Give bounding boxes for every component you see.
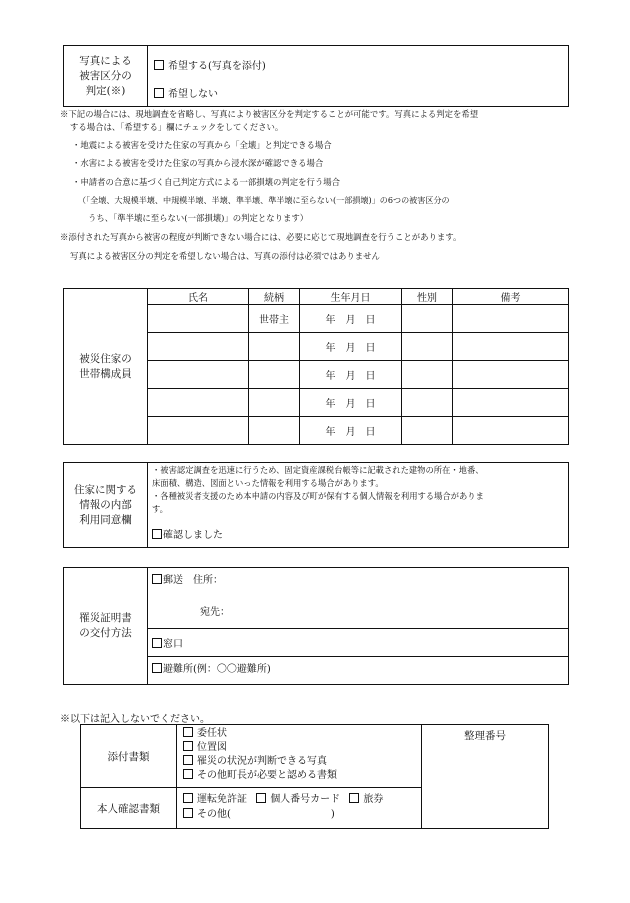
member-name-cell[interactable] — [148, 417, 249, 445]
photo-label-line-1: 写真による — [79, 54, 132, 67]
attachment-item[interactable] — [183, 769, 421, 783]
member-birthdate-cell[interactable]: 年 月 日 — [300, 333, 402, 361]
household-label-line-2: 世帯構成員 — [79, 367, 132, 380]
delivery-mail-cell — [148, 568, 569, 629]
consent-label-line-2: 情報の内部 — [79, 498, 132, 511]
member-gender-cell[interactable] — [402, 305, 453, 333]
member-name-cell[interactable] — [148, 305, 249, 333]
member-remarks-cell[interactable] — [453, 361, 569, 389]
attachment-checkbox[interactable] — [183, 741, 193, 751]
consent-confirm[interactable] — [152, 526, 568, 541]
photo-label-line-2: 被害区分の — [79, 69, 132, 82]
delivery-label-line-2: の交付方法 — [79, 627, 132, 639]
member-gender-cell[interactable] — [402, 417, 453, 445]
delivery-shelter-cell[interactable] — [148, 657, 569, 685]
photo-judgement-label — [64, 46, 148, 107]
photo-option-no-wish[interactable] — [154, 85, 568, 100]
id-doc-checkbox[interactable] — [256, 793, 266, 803]
id-doc-other-checkbox[interactable] — [183, 808, 193, 818]
note-line-1: ※下記の場合には、現地調査を省略し、写真により被害区分を判定することが可能です。写真による判定を希望 — [60, 109, 479, 119]
reference-number-label: 整理番号 — [464, 730, 506, 742]
member-gender-cell[interactable] — [402, 361, 453, 389]
note-bullet-2: ・水害による被害を受けた住家の写真から浸水深が確認できる場合 — [72, 158, 324, 168]
id-doc-label: 個人番号カード — [270, 794, 341, 805]
header-birthdate: 生年月日 — [300, 289, 402, 305]
member-birthdate-cell[interactable]: 年 月 日 — [300, 361, 402, 389]
member-remarks-cell[interactable] — [453, 417, 569, 445]
member-name-cell[interactable] — [148, 361, 249, 389]
household-label — [64, 289, 148, 445]
member-birthdate-cell[interactable]: 年 月 日 — [300, 305, 402, 333]
attachment-label: 罹災の状況が判断できる写真 — [197, 756, 327, 767]
member-relation-cell[interactable] — [249, 333, 300, 361]
header-gender: 性別 — [402, 289, 453, 305]
delivery-mail-checkbox[interactable] — [152, 574, 162, 584]
member-name-cell[interactable] — [148, 333, 249, 361]
consent-text-2: 床面積、構造、図面といった情報を利用する場合があります。 — [152, 478, 384, 488]
reference-number-cell — [422, 725, 549, 829]
consent-confirm-checkbox[interactable] — [152, 529, 162, 539]
delivery-address-label: 住所： — [193, 575, 223, 586]
member-remarks-cell[interactable] — [453, 333, 569, 361]
consent-label-line-1: 住家に関する — [74, 483, 137, 496]
member-birthdate-cell[interactable]: 年 月 日 — [300, 417, 402, 445]
attachments-list — [177, 725, 422, 788]
attachment-label: その他町長が必要と認める書類 — [197, 770, 337, 781]
id-doc-other-close: ) — [330, 809, 335, 820]
member-name-cell[interactable] — [148, 389, 249, 417]
delivery-shelter-checkbox[interactable] — [152, 663, 162, 673]
photo-no-wish-label: 希望しない — [168, 89, 218, 100]
id-doc-checkbox[interactable] — [183, 793, 193, 803]
header-name: 氏名 — [148, 289, 249, 305]
attachment-label: 委任状 — [197, 728, 227, 739]
member-gender-cell[interactable] — [402, 389, 453, 417]
household-members-table — [63, 288, 569, 445]
photo-label-line-3: 判定(※) — [85, 84, 126, 97]
member-relation-cell[interactable] — [249, 417, 300, 445]
consent-confirm-label: 確認しました — [163, 530, 223, 541]
consent-label-line-3: 利用同意欄 — [79, 513, 132, 526]
header-relation: 続柄 — [249, 289, 300, 305]
delivery-counter-label: 窓口 — [163, 639, 183, 650]
id-doc-label: 旅券 — [363, 794, 384, 805]
consent-text-3: ・各種被災者支援のため本申請の内容及び町が保有する個人情報を利用する場合がありま — [152, 491, 484, 501]
consent-text-4: す。 — [152, 504, 168, 514]
attachments-label: 添付書類 — [81, 725, 177, 788]
attachment-checkbox[interactable] — [183, 755, 193, 765]
delivery-label — [64, 568, 148, 685]
member-relation-cell[interactable] — [249, 389, 300, 417]
photo-wish-label: 希望する(写真を添付) — [168, 61, 266, 72]
delivery-mail-option[interactable] — [152, 571, 568, 586]
delivery-recipient-label: 宛先： — [200, 607, 230, 618]
household-label-line-1: 被災住家の — [79, 352, 132, 365]
photo-wish-checkbox[interactable] — [154, 60, 164, 70]
delivery-mail-label: 郵送 — [163, 575, 183, 586]
photo-judgement-table — [63, 45, 569, 107]
note-bullet-3-sub-1: （「全壊、大規模半壊、中規模半壊、半壊、準半壊、準半壊に至らない(一部損壊)」の6つの被害区分の — [78, 195, 450, 205]
attachment-item[interactable] — [183, 741, 421, 755]
id-docs-label: 本人確認書類 — [81, 788, 177, 829]
note-bullet-3-sub-2: うち、「準半壊に至らない(一部損壊)」の判定となります） — [88, 213, 309, 223]
attachment-item[interactable] — [183, 727, 421, 741]
member-remarks-cell[interactable] — [453, 389, 569, 417]
delivery-shelter-label: 避難所(例：〇〇避難所) — [163, 664, 271, 675]
member-gender-cell[interactable] — [402, 333, 453, 361]
delivery-counter-checkbox[interactable] — [152, 638, 162, 648]
header-remarks: 備考 — [453, 289, 569, 305]
note-line-3: ※添付された写真から被害の程度が判断できない場合には、必要に応じて現地調査を行うことがあります。 — [60, 232, 462, 242]
delivery-label-line-1: 罹災証明書 — [79, 612, 132, 624]
id-doc-label: 運転免許証 — [197, 794, 247, 805]
member-remarks-cell[interactable] — [453, 305, 569, 333]
note-bullet-3: ・申請者の合意に基づく自己判定方式による一部損壊の判定を行う場合 — [72, 177, 340, 187]
office-use-note: ※以下は記入しないでください。 — [60, 714, 210, 725]
photo-option-wish[interactable] — [154, 57, 568, 72]
id-docs-row — [183, 792, 421, 807]
id-docs-other-row[interactable] — [183, 807, 421, 822]
id-doc-other-label: その他( — [197, 809, 231, 820]
photo-judgement-options — [148, 46, 569, 107]
attachment-label: 位置図 — [197, 742, 227, 753]
delivery-method-table — [63, 567, 569, 685]
photo-no-wish-checkbox[interactable] — [154, 88, 164, 98]
id-docs-list — [177, 788, 422, 829]
member-relation-cell: 世帯主 — [249, 305, 300, 333]
consent-label — [64, 463, 148, 548]
attachment-checkbox[interactable] — [183, 769, 193, 779]
note-bullet-1: ・地震による被害を受けた住家の写真から「全壊」と判定できる場合 — [72, 140, 332, 150]
office-use-table — [80, 724, 549, 829]
attachment-checkbox[interactable] — [183, 727, 193, 737]
note-line-4: 写真による被害区分の判定を希望しない場合は、写真の添付は必須ではありません — [70, 251, 380, 261]
consent-content — [148, 463, 569, 548]
consent-table — [63, 462, 569, 548]
attachment-item[interactable] — [183, 755, 421, 769]
consent-text-1: ・被害認定調査を迅速に行うため、固定資産課税台帳等に記載された建物の所在・地番、 — [152, 465, 484, 475]
note-line-2: する場合は、「希望する」欄にチェックをしてください。 — [70, 122, 284, 132]
id-doc-checkbox[interactable] — [349, 793, 359, 803]
member-birthdate-cell[interactable]: 年 月 日 — [300, 389, 402, 417]
delivery-counter-cell[interactable] — [148, 629, 569, 657]
member-relation-cell[interactable] — [249, 361, 300, 389]
